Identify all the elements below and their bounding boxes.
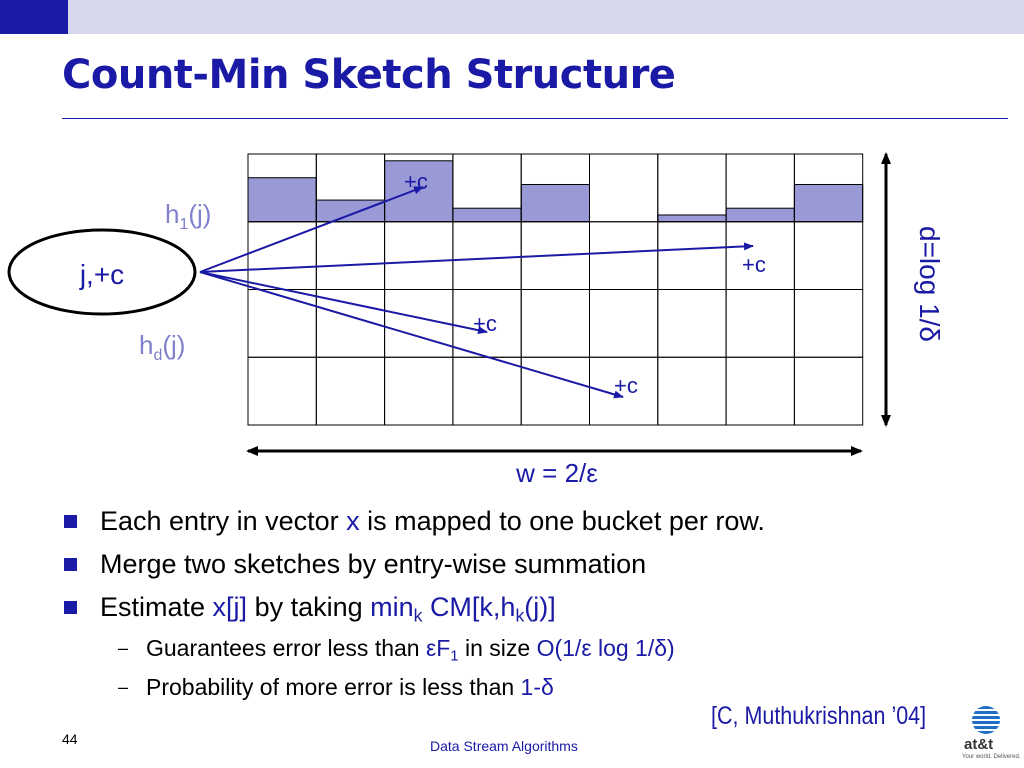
- bullet-highlight: (j)]: [524, 592, 556, 622]
- globe-icon: [972, 706, 1000, 734]
- bullet-estimate: [62, 586, 1002, 629]
- sketch-cell: [453, 222, 521, 290]
- increment-label-row-4: +c: [614, 373, 638, 398]
- bullet-subscript: k: [413, 605, 423, 626]
- count-min-diagram: [0, 140, 1024, 500]
- counter-bar: [248, 178, 316, 222]
- hash-arrow-row-4: [200, 272, 623, 397]
- logo-wordmark: at&t: [964, 736, 994, 753]
- counter-bar: [794, 184, 862, 221]
- depth-label: d=log 1/δ: [914, 226, 945, 343]
- page-number: 44: [62, 731, 78, 747]
- slide-title: Count-Min Sketch Structure: [62, 52, 676, 98]
- hash-label-first: $h_1(j)$: [165, 199, 212, 233]
- bullet-subscript: 1: [450, 647, 459, 665]
- sketch-cell: [658, 222, 726, 290]
- sketch-cell: [248, 290, 316, 358]
- sketch-cell: [658, 290, 726, 358]
- bullet-text: Estimate: [100, 592, 213, 622]
- sketch-cell: [726, 357, 794, 425]
- counter-bar: [453, 208, 521, 222]
- bullet-highlight: 1-δ: [520, 674, 554, 700]
- sketch-cell: [521, 357, 589, 425]
- sketch-cell: [590, 222, 658, 290]
- bullet-merge: [62, 543, 1002, 586]
- hash-arrow-row-2: [200, 246, 753, 272]
- sketch-cell: [658, 357, 726, 425]
- sketch-cell: [726, 290, 794, 358]
- bullet-list: [62, 500, 1002, 707]
- bullet-square: [64, 558, 77, 571]
- bullet-text: Probability of more error is less than: [146, 674, 521, 700]
- sketch-cell: [385, 357, 453, 425]
- title-underline: [62, 118, 1008, 119]
- bullet-highlight: CM[k,h: [429, 592, 516, 622]
- footer-text: Data Stream Algorithms: [430, 738, 578, 754]
- bullet-text: [422, 592, 430, 622]
- bullet-mapping: [62, 500, 1002, 543]
- sketch-cell: [316, 222, 384, 290]
- sub-bullet-error: [62, 629, 1002, 668]
- hash-arrow-row-3: [200, 272, 487, 332]
- counter-bar: [658, 215, 726, 222]
- sub-bullet-dash: –: [118, 638, 129, 658]
- bullet-text: Each entry in vector: [100, 506, 347, 536]
- bullet-text: by taking: [247, 592, 371, 622]
- att-logo: [960, 706, 1021, 764]
- bullet-square: [64, 515, 77, 528]
- bullet-square: [64, 601, 77, 614]
- width-label: w = 2/ε: [516, 458, 598, 488]
- bullet-highlight: O(1/ε log 1/δ): [536, 635, 675, 661]
- bullet-text: Guarantees error less than: [146, 635, 426, 661]
- sketch-cell: [794, 222, 862, 290]
- sketch-cell: [658, 154, 726, 222]
- logo-tagline: Your world. Delivered.: [962, 754, 1021, 760]
- increment-label-row-1: +c: [404, 169, 428, 194]
- citation: [C, Muthukrishnan ’04]: [711, 702, 927, 730]
- bullet-text: in size: [458, 635, 537, 661]
- hash-label-last: $h_d(j)$: [139, 330, 186, 364]
- top-band: [0, 0, 1024, 34]
- sketch-cell: [590, 290, 658, 358]
- sketch-cell: [316, 357, 384, 425]
- bullet-highlight: min: [370, 592, 414, 622]
- counter-bar: [521, 184, 589, 221]
- sub-bullet-dash: –: [118, 677, 129, 697]
- bullet-text: Merge two sketches by entry-wise summation: [100, 549, 647, 579]
- sketch-cell: [794, 357, 862, 425]
- sketch-cell: [453, 357, 521, 425]
- counter-bar: [316, 200, 384, 222]
- increment-label-row-3: +c: [473, 311, 497, 336]
- bullet-text: is mapped to one bucket per row.: [359, 506, 765, 536]
- bullet-highlight: x: [346, 506, 360, 536]
- sketch-cell: [590, 154, 658, 222]
- increment-label-row-2: +c: [742, 252, 766, 277]
- item-label: j,+c: [79, 259, 125, 290]
- bullet-subscript: k: [515, 605, 525, 626]
- sketch-cell: [794, 290, 862, 358]
- counter-bar: [726, 208, 794, 222]
- sketch-cell: [248, 357, 316, 425]
- sketch-cell: [385, 222, 453, 290]
- bullet-highlight: εF: [425, 635, 451, 661]
- top-corner-square: [0, 0, 68, 34]
- first-row-bars: [248, 161, 863, 222]
- sketch-cell: [521, 290, 589, 358]
- bullet-highlight: x[j]: [212, 592, 248, 622]
